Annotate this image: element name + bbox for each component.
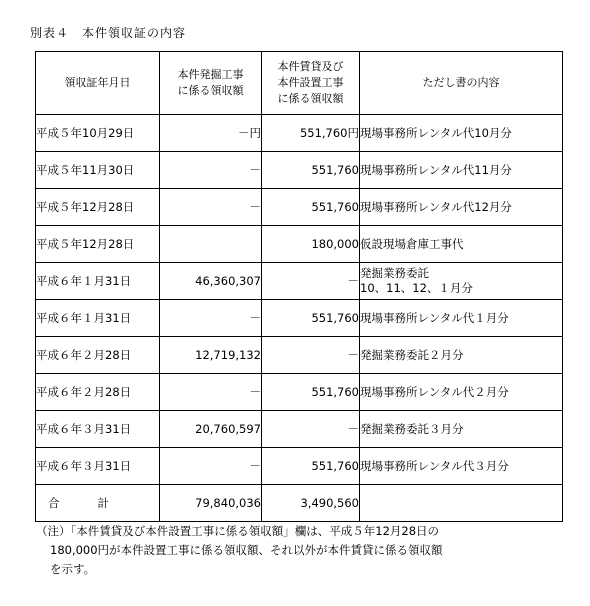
total-excavation-amount: 79,840,036 bbox=[160, 485, 262, 522]
footnote bbox=[36, 522, 576, 579]
cell-excavation-amount: －円 bbox=[160, 115, 262, 152]
cell-note bbox=[360, 448, 563, 485]
cell-excavation-amount: 20,760,597 bbox=[160, 411, 262, 448]
header-rental-amount bbox=[262, 52, 360, 115]
cell-note bbox=[360, 226, 563, 263]
cell-rental-amount: 551,760 bbox=[262, 189, 360, 226]
cell-excavation-amount: － bbox=[160, 189, 262, 226]
cell-note bbox=[360, 300, 563, 337]
cell-rental-amount: － bbox=[262, 411, 360, 448]
receipt-table bbox=[35, 51, 563, 522]
cell-note bbox=[360, 115, 563, 152]
cell-date: 平成５年12月28日 bbox=[36, 189, 160, 226]
note-line1: 現場事務所レンタル代２月分 bbox=[360, 384, 509, 399]
cell-date: 平成６年３月31日 bbox=[36, 448, 160, 485]
cell-date: 平成５年11月30日 bbox=[36, 152, 160, 189]
header-b-line1: 本件賃貸及び bbox=[277, 60, 344, 73]
cell-rental-amount: 551,760 bbox=[262, 300, 360, 337]
cell-note bbox=[360, 374, 563, 411]
table-row bbox=[36, 152, 563, 189]
cell-excavation-amount: 12,719,132 bbox=[160, 337, 262, 374]
cell-note bbox=[360, 263, 563, 300]
cell-date: 平成５年12月28日 bbox=[36, 226, 160, 263]
footnote-line1: （注）「本件賃貸及び本件設置工事に係る領収額」欄は、平成５年12月28日の bbox=[36, 524, 440, 538]
table-row bbox=[36, 337, 563, 374]
total-note bbox=[360, 485, 563, 522]
header-date: 領収証年月日 bbox=[36, 52, 160, 115]
header-excavation-amount bbox=[160, 52, 262, 115]
note-line1: 現場事務所レンタル代１月分 bbox=[360, 310, 509, 325]
note-line1: 現場事務所レンタル代10月分 bbox=[360, 125, 512, 140]
cell-date: 平成５年10月29日 bbox=[36, 115, 160, 152]
cell-rental-amount: 551,760 bbox=[262, 374, 360, 411]
table-row bbox=[36, 411, 563, 448]
table-row bbox=[36, 374, 563, 411]
cell-excavation-amount: － bbox=[160, 152, 262, 189]
table-row bbox=[36, 189, 563, 226]
cell-date: 平成６年３月31日 bbox=[36, 411, 160, 448]
cell-rental-amount: － bbox=[262, 263, 360, 300]
header-b-line3: に係る領収額 bbox=[277, 92, 344, 105]
cell-rental-amount: 180,000 bbox=[262, 226, 360, 263]
header-a-line2: に係る領収額 bbox=[177, 84, 244, 97]
cell-excavation-amount: － bbox=[160, 448, 262, 485]
total-rental-amount: 3,490,560 bbox=[262, 485, 360, 522]
cell-excavation-amount: － bbox=[160, 300, 262, 337]
footnote-line2: 180,000円が本件設置工事に係る領収額、それ以外が本件賃貸に係る領収額 bbox=[50, 543, 443, 557]
cell-note bbox=[360, 152, 563, 189]
cell-excavation-amount: 46,360,307 bbox=[160, 263, 262, 300]
note-line1: 仮設現場倉庫工事代 bbox=[360, 236, 464, 251]
header-note: ただし書の内容 bbox=[360, 52, 563, 115]
cell-note bbox=[360, 189, 563, 226]
note-line2: 10、11、12、１月分 bbox=[360, 281, 473, 295]
cell-date: 平成６年２月28日 bbox=[36, 337, 160, 374]
note-line1: 現場事務所レンタル代３月分 bbox=[360, 458, 509, 473]
cell-date: 平成６年１月31日 bbox=[36, 300, 160, 337]
header-a-line1: 本件発掘工事 bbox=[177, 68, 244, 81]
cell-excavation-amount: － bbox=[160, 374, 262, 411]
cell-rental-amount: － bbox=[262, 337, 360, 374]
header-b-line2: 本件設置工事 bbox=[277, 76, 344, 89]
footnote-line3: を示す。 bbox=[50, 562, 96, 576]
cell-rental-amount: 551,760 bbox=[262, 448, 360, 485]
note-line1: 発掘業務委託 bbox=[360, 266, 429, 280]
cell-note bbox=[360, 337, 563, 374]
total-label: 合計 bbox=[36, 485, 160, 522]
table-header-row bbox=[36, 52, 563, 115]
cell-rental-amount: 551,760 bbox=[262, 152, 360, 189]
note-line1: 発掘業務委託２月分 bbox=[360, 347, 464, 362]
table-row bbox=[36, 226, 563, 263]
table-caption: 別表４ 本件領収証の内容 bbox=[30, 26, 187, 40]
total-row bbox=[36, 485, 563, 522]
table-row bbox=[36, 115, 563, 152]
note-line1: 発掘業務委託３月分 bbox=[360, 421, 464, 436]
note-line1: 現場事務所レンタル代12月分 bbox=[360, 199, 512, 214]
cell-rental-amount: 551,760円 bbox=[262, 115, 360, 152]
table-row bbox=[36, 300, 563, 337]
table-row bbox=[36, 263, 563, 300]
table-row bbox=[36, 448, 563, 485]
cell-date: 平成６年２月28日 bbox=[36, 374, 160, 411]
cell-note bbox=[360, 411, 563, 448]
cell-date: 平成６年１月31日 bbox=[36, 263, 160, 300]
note-line1: 現場事務所レンタル代11月分 bbox=[360, 162, 512, 177]
cell-excavation-amount bbox=[160, 226, 262, 263]
